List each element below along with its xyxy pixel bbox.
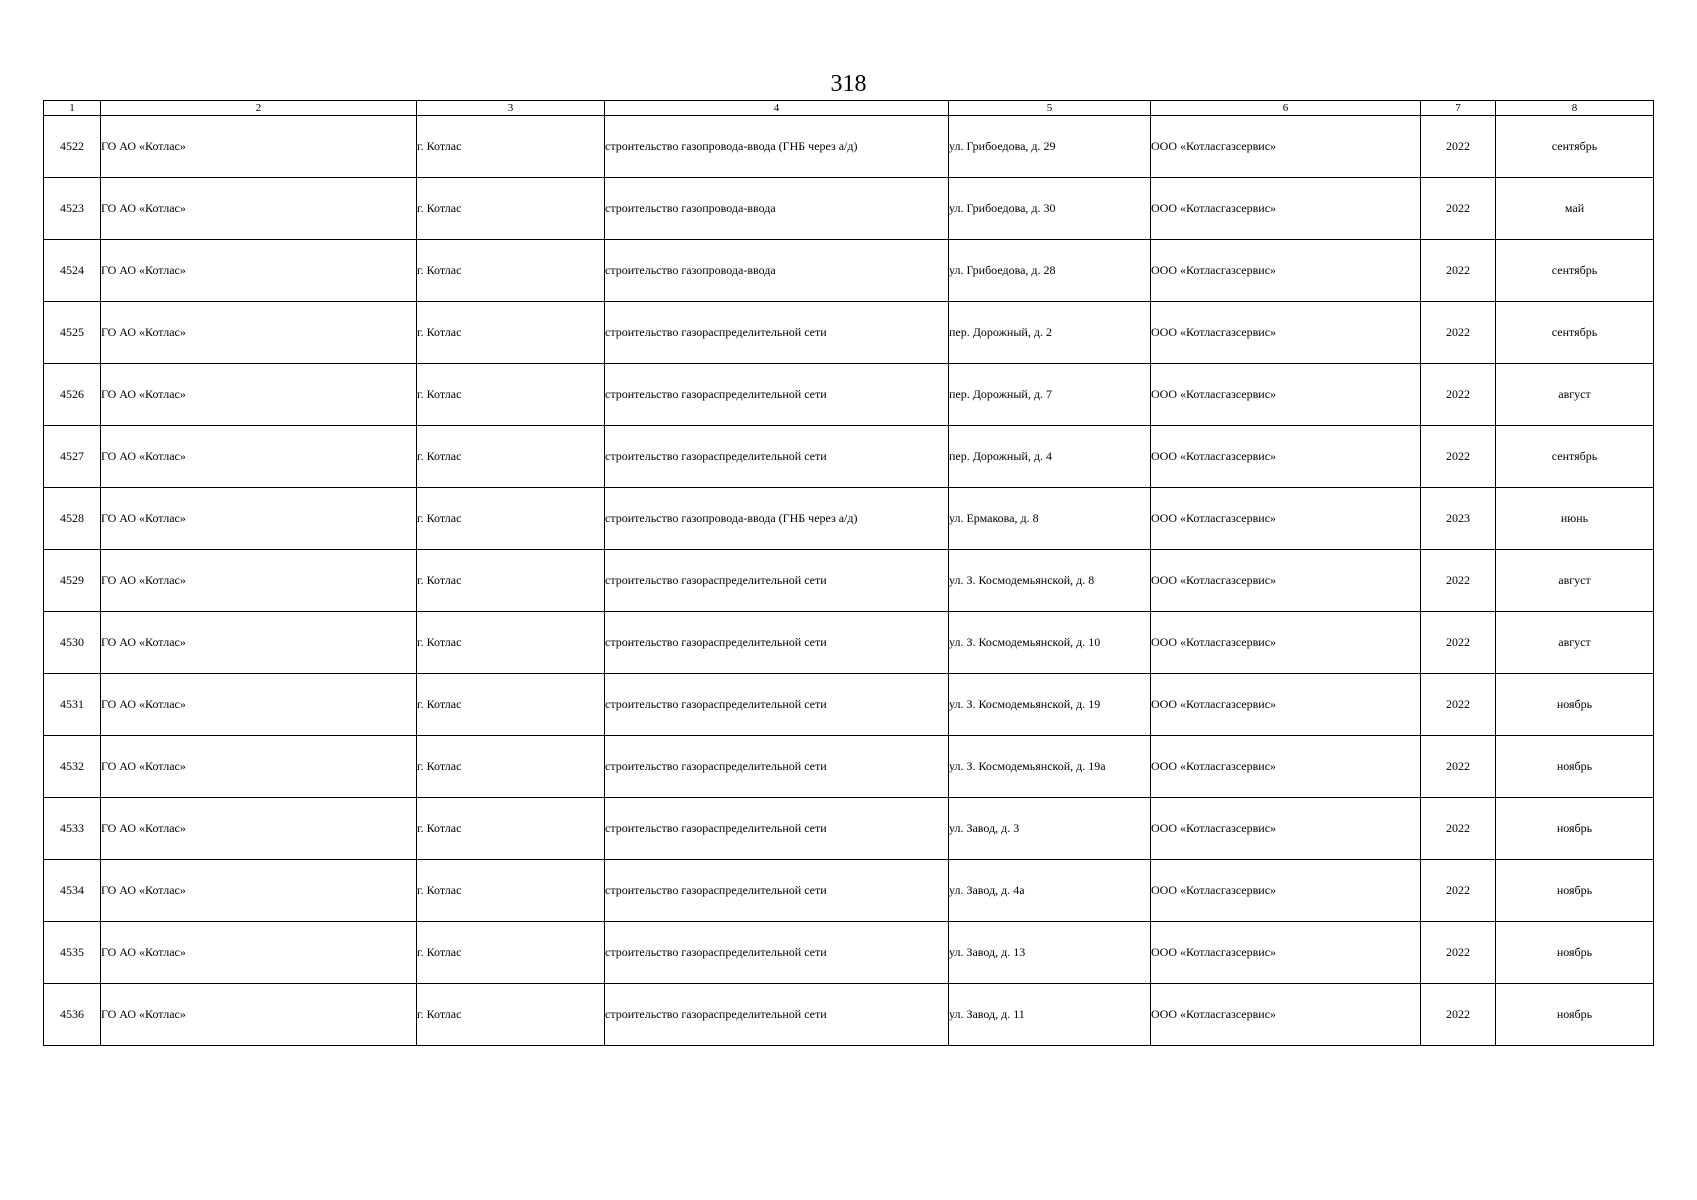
month-cell: сентябрь — [1496, 426, 1654, 488]
year-cell: 2022 — [1421, 612, 1496, 674]
month-cell: август — [1496, 612, 1654, 674]
settlement-cell: г. Котлас — [417, 922, 605, 984]
row-number-cell: 4531 — [44, 674, 101, 736]
address-cell: пер. Дорожный, д. 2 — [949, 302, 1151, 364]
table-row — [44, 674, 1654, 736]
table-row — [44, 426, 1654, 488]
row-number-cell: 4534 — [44, 860, 101, 922]
work-type-cell: строительство газораспределительной сети — [605, 426, 949, 488]
table-row — [44, 736, 1654, 798]
table-row — [44, 550, 1654, 612]
column-number: 6 — [1151, 101, 1421, 116]
month-cell: сентябрь — [1496, 302, 1654, 364]
year-cell: 2022 — [1421, 798, 1496, 860]
settlement-cell: г. Котлас — [417, 240, 605, 302]
settlement-cell: г. Котлас — [417, 860, 605, 922]
address-cell: пер. Дорожный, д. 7 — [949, 364, 1151, 426]
year-cell: 2022 — [1421, 674, 1496, 736]
work-type-cell: строительство газораспределительной сети — [605, 736, 949, 798]
column-number: 3 — [417, 101, 605, 116]
organization-cell: ООО «Котласгазсервис» — [1151, 488, 1421, 550]
row-number-cell: 4522 — [44, 116, 101, 178]
address-cell: ул. З. Космодемьянской, д. 8 — [949, 550, 1151, 612]
table-row — [44, 612, 1654, 674]
month-cell: июнь — [1496, 488, 1654, 550]
month-cell: май — [1496, 178, 1654, 240]
organization-cell: ООО «Котласгазсервис» — [1151, 116, 1421, 178]
table-row — [44, 178, 1654, 240]
month-cell: август — [1496, 364, 1654, 426]
table-row — [44, 922, 1654, 984]
column-number: 5 — [949, 101, 1151, 116]
work-type-cell: строительство газораспределительной сети — [605, 364, 949, 426]
district-cell: ГО АО «Котлас» — [101, 922, 417, 984]
table-row — [44, 798, 1654, 860]
row-number-cell: 4526 — [44, 364, 101, 426]
table-row — [44, 860, 1654, 922]
row-number-cell: 4529 — [44, 550, 101, 612]
settlement-cell: г. Котлас — [417, 364, 605, 426]
address-cell: ул. З. Космодемьянской, д. 19 — [949, 674, 1151, 736]
settlement-cell: г. Котлас — [417, 488, 605, 550]
organization-cell: ООО «Котласгазсервис» — [1151, 364, 1421, 426]
column-number: 1 — [44, 101, 101, 116]
organization-cell: ООО «Котласгазсервис» — [1151, 240, 1421, 302]
organization-cell: ООО «Котласгазсервис» — [1151, 302, 1421, 364]
district-cell: ГО АО «Котлас» — [101, 426, 417, 488]
organization-cell: ООО «Котласгазсервис» — [1151, 798, 1421, 860]
row-number-cell: 4527 — [44, 426, 101, 488]
column-number: 4 — [605, 101, 949, 116]
organization-cell: ООО «Котласгазсервис» — [1151, 426, 1421, 488]
year-cell: 2023 — [1421, 488, 1496, 550]
district-cell: ГО АО «Котлас» — [101, 364, 417, 426]
row-number-cell: 4535 — [44, 922, 101, 984]
month-cell: ноябрь — [1496, 736, 1654, 798]
month-cell: сентябрь — [1496, 116, 1654, 178]
year-cell: 2022 — [1421, 426, 1496, 488]
month-cell: ноябрь — [1496, 798, 1654, 860]
settlement-cell: г. Котлас — [417, 550, 605, 612]
month-cell: ноябрь — [1496, 922, 1654, 984]
organization-cell: ООО «Котласгазсервис» — [1151, 984, 1421, 1046]
row-number-cell: 4525 — [44, 302, 101, 364]
settlement-cell: г. Котлас — [417, 116, 605, 178]
address-cell: ул. Завод, д. 4а — [949, 860, 1151, 922]
row-number-cell: 4532 — [44, 736, 101, 798]
organization-cell: ООО «Котласгазсервис» — [1151, 550, 1421, 612]
row-number-cell: 4528 — [44, 488, 101, 550]
year-cell: 2022 — [1421, 860, 1496, 922]
district-cell: ГО АО «Котлас» — [101, 302, 417, 364]
settlement-cell: г. Котлас — [417, 798, 605, 860]
page-number: 318 — [830, 71, 867, 97]
work-type-cell: строительство газораспределительной сети — [605, 550, 949, 612]
year-cell: 2022 — [1421, 364, 1496, 426]
table-row — [44, 116, 1654, 178]
district-cell: ГО АО «Котлас» — [101, 860, 417, 922]
address-cell: ул. Ермакова, д. 8 — [949, 488, 1151, 550]
year-cell: 2022 — [1421, 550, 1496, 612]
month-cell: ноябрь — [1496, 860, 1654, 922]
settlement-cell: г. Котлас — [417, 674, 605, 736]
row-number-cell: 4524 — [44, 240, 101, 302]
year-cell: 2022 — [1421, 922, 1496, 984]
table-row — [44, 488, 1654, 550]
column-number-row — [44, 101, 1654, 116]
work-type-cell: строительство газораспределительной сети — [605, 798, 949, 860]
column-number: 7 — [1421, 101, 1496, 116]
work-type-cell: строительство газопровода-ввода (ГНБ через а/д) — [605, 488, 949, 550]
organization-cell: ООО «Котласгазсервис» — [1151, 674, 1421, 736]
gasification-plan-table — [43, 100, 1654, 1046]
organization-cell: ООО «Котласгазсервис» — [1151, 922, 1421, 984]
organization-cell: ООО «Котласгазсервис» — [1151, 612, 1421, 674]
organization-cell: ООО «Котласгазсервис» — [1151, 178, 1421, 240]
table-row — [44, 302, 1654, 364]
district-cell: ГО АО «Котлас» — [101, 674, 417, 736]
year-cell: 2022 — [1421, 736, 1496, 798]
address-cell: ул. З. Космодемьянской, д. 10 — [949, 612, 1151, 674]
organization-cell: ООО «Котласгазсервис» — [1151, 736, 1421, 798]
address-cell: ул. З. Космодемьянской, д. 19а — [949, 736, 1151, 798]
row-number-cell: 4533 — [44, 798, 101, 860]
year-cell: 2022 — [1421, 178, 1496, 240]
settlement-cell: г. Котлас — [417, 984, 605, 1046]
table-row — [44, 240, 1654, 302]
year-cell: 2022 — [1421, 984, 1496, 1046]
work-type-cell: строительство газопровода-ввода (ГНБ через а/д) — [605, 116, 949, 178]
district-cell: ГО АО «Котлас» — [101, 550, 417, 612]
settlement-cell: г. Котлас — [417, 426, 605, 488]
district-cell: ГО АО «Котлас» — [101, 240, 417, 302]
row-number-cell: 4530 — [44, 612, 101, 674]
district-cell: ГО АО «Котлас» — [101, 116, 417, 178]
work-type-cell: строительство газопровода-ввода — [605, 178, 949, 240]
district-cell: ГО АО «Котлас» — [101, 178, 417, 240]
district-cell: ГО АО «Котлас» — [101, 488, 417, 550]
work-type-cell: строительство газораспределительной сети — [605, 860, 949, 922]
month-cell: ноябрь — [1496, 984, 1654, 1046]
work-type-cell: строительство газораспределительной сети — [605, 302, 949, 364]
month-cell: сентябрь — [1496, 240, 1654, 302]
settlement-cell: г. Котлас — [417, 178, 605, 240]
year-cell: 2022 — [1421, 240, 1496, 302]
address-cell: ул. Грибоедова, д. 30 — [949, 178, 1151, 240]
organization-cell: ООО «Котласгазсервис» — [1151, 860, 1421, 922]
work-type-cell: строительство газораспределительной сети — [605, 612, 949, 674]
address-cell: ул. Грибоедова, д. 28 — [949, 240, 1151, 302]
column-number: 8 — [1496, 101, 1654, 116]
table-row — [44, 984, 1654, 1046]
month-cell: август — [1496, 550, 1654, 612]
address-cell: ул. Завод, д. 13 — [949, 922, 1151, 984]
year-cell: 2022 — [1421, 302, 1496, 364]
work-type-cell: строительство газораспределительной сети — [605, 674, 949, 736]
table-row — [44, 364, 1654, 426]
year-cell: 2022 — [1421, 116, 1496, 178]
work-type-cell: строительство газопровода-ввода — [605, 240, 949, 302]
district-cell: ГО АО «Котлас» — [101, 736, 417, 798]
district-cell: ГО АО «Котлас» — [101, 984, 417, 1046]
row-number-cell: 4523 — [44, 178, 101, 240]
work-type-cell: строительство газораспределительной сети — [605, 922, 949, 984]
address-cell: пер. Дорожный, д. 4 — [949, 426, 1151, 488]
district-cell: ГО АО «Котлас» — [101, 612, 417, 674]
address-cell: ул. Завод, д. 3 — [949, 798, 1151, 860]
row-number-cell: 4536 — [44, 984, 101, 1046]
district-cell: ГО АО «Котлас» — [101, 798, 417, 860]
address-cell: ул. Завод, д. 11 — [949, 984, 1151, 1046]
month-cell: ноябрь — [1496, 674, 1654, 736]
column-number: 2 — [101, 101, 417, 116]
address-cell: ул. Грибоедова, д. 29 — [949, 116, 1151, 178]
settlement-cell: г. Котлас — [417, 736, 605, 798]
settlement-cell: г. Котлас — [417, 302, 605, 364]
work-type-cell: строительство газораспределительной сети — [605, 984, 949, 1046]
settlement-cell: г. Котлас — [417, 612, 605, 674]
